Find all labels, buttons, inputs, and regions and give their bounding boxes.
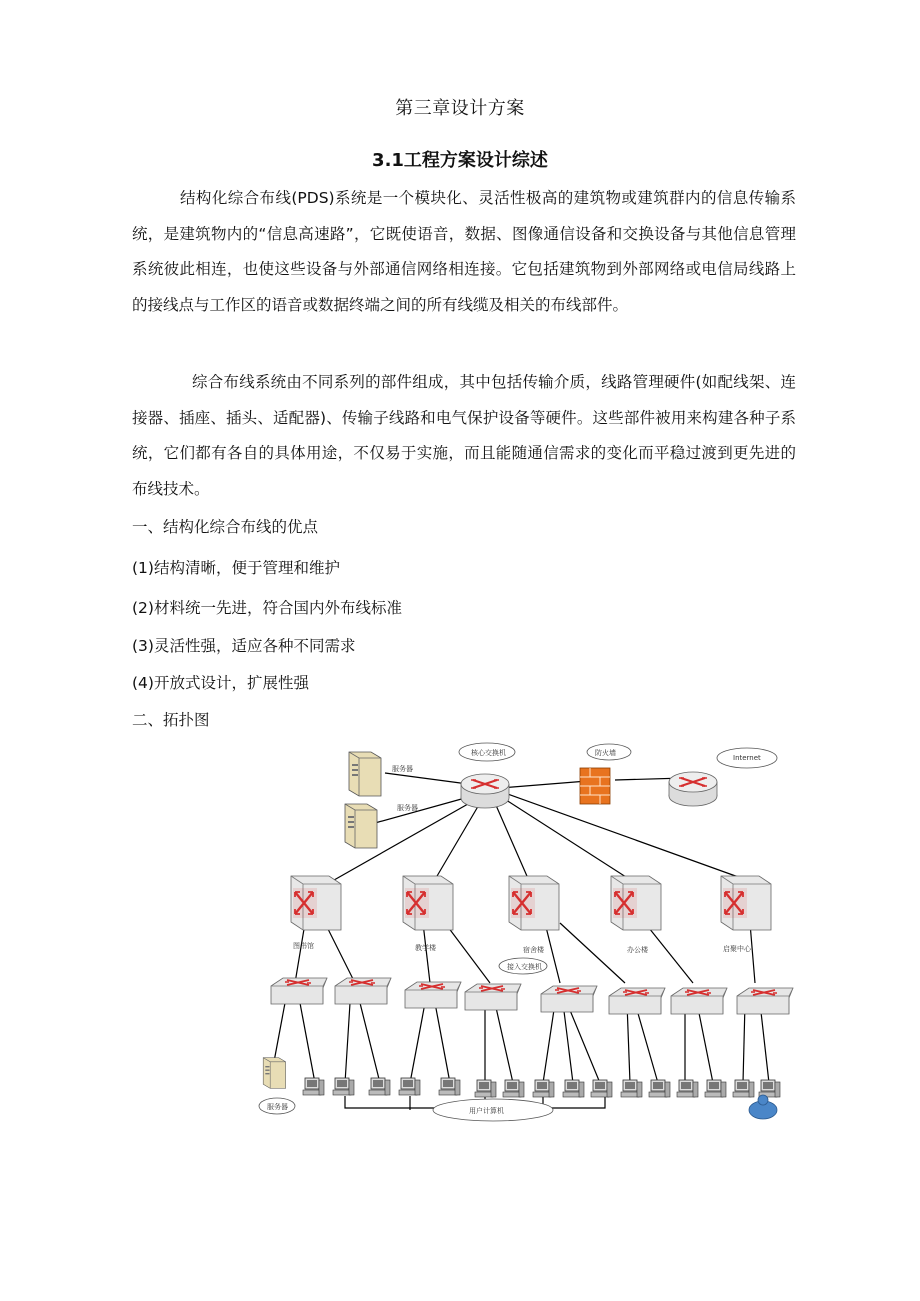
internet-label: Internet [733,754,761,762]
advantage-item: (3)灵活性强，适应各种不同需求 [132,637,356,655]
user-computers-label: 用户计算机 [469,1107,504,1115]
router-icon [461,774,509,808]
server-icon [345,804,377,848]
chapter-title: 第三章设计方案 [395,98,525,119]
computer-icon [533,1080,554,1097]
firewall-icon [580,768,610,804]
access-switch-label: 接入交换机 [507,963,542,971]
computer-icon [475,1080,496,1097]
building-label: 图书馆 [293,942,314,950]
advantage-item: (2)材料统一先进，符合国内外布线标准 [132,599,402,617]
server-icon [263,1058,285,1089]
computer-icon [399,1078,420,1095]
building-label: 教学楼 [415,944,436,952]
core-switch-icon [291,876,341,930]
firewall-label: 防火墙 [595,749,616,757]
server-label: 服务器 [397,804,418,812]
bottom-server-label: 服务器 [267,1103,288,1111]
access-switch-icon [335,978,391,1004]
computer-icon [369,1078,390,1095]
access-switch-icon [671,988,727,1014]
building-label: 办公楼 [627,946,648,954]
access-switch-icon [465,984,521,1010]
network-topology-diagram [255,738,815,1123]
access-switch-icon [271,978,327,1004]
user-computers [303,1078,780,1097]
computer-icon [333,1078,354,1095]
paragraph-components: 综合布线系统由不同系列的部件组成，其中包括传输介质，线路管理硬件(如配线架、连接器、插座、插头、适配器)、传输子线路和电气保护设备等硬件。这些部件被用来构建各种子系统，它们都有各自的具体用途，不仅易于实施，而且能随通信需求的变化而平稳过渡到更先进的布线技术。 [132,373,796,498]
computer-icon [677,1080,698,1097]
building-label: 宿舍楼 [523,946,544,954]
server-label: 服务器 [392,765,413,773]
access-switch-icon [541,986,597,1012]
computer-icon [649,1080,670,1097]
building-label: 启聚中心 [723,945,751,953]
computer-icon [733,1080,754,1097]
user-icon [749,1095,777,1119]
advantage-item: (4)开放式设计，扩展性强 [132,674,309,692]
access-switch-icon [737,988,793,1014]
computer-icon [439,1078,460,1095]
core-switch-icon [403,876,453,930]
computer-icon [621,1080,642,1097]
access-switch-icon [405,982,461,1008]
computer-icon [563,1080,584,1097]
computer-icon [705,1080,726,1097]
core-switch-icon [721,876,771,930]
heading-topology: 二、拓扑图 [132,711,210,729]
core-switch-icon [611,876,661,930]
access-switch-icon [609,988,665,1014]
router-icon [669,772,717,806]
core-switch-icon [509,876,559,930]
core-switch-label: 核心交换机 [471,749,506,757]
paragraph-pds-intro: 结构化综合布线(PDS)系统是一个模块化、灵活性极高的建筑物或建筑群内的信息传输系统，是建筑物内的“信息高速路”，它既使语音，数据、图像通信设备和交换设备与其他信息管理系统彼此相连，也使这些设备与外部通信网络相连接。它包括建筑物到外部网络或电信局线路上的接线点与工作区的语音或数据终端之间的所有线缆及相关的布线部件。 [132,189,796,314]
server-icon [349,752,381,796]
computer-icon [759,1080,780,1097]
section-title: 3.1工程方案设计综述 [372,150,548,171]
heading-advantages: 一、结构化综合布线的优点 [132,518,319,536]
computer-icon [591,1080,612,1097]
computer-icon [503,1080,524,1097]
computer-icon [303,1078,324,1095]
advantage-item: (1)结构清晰，便于管理和维护 [132,559,340,577]
